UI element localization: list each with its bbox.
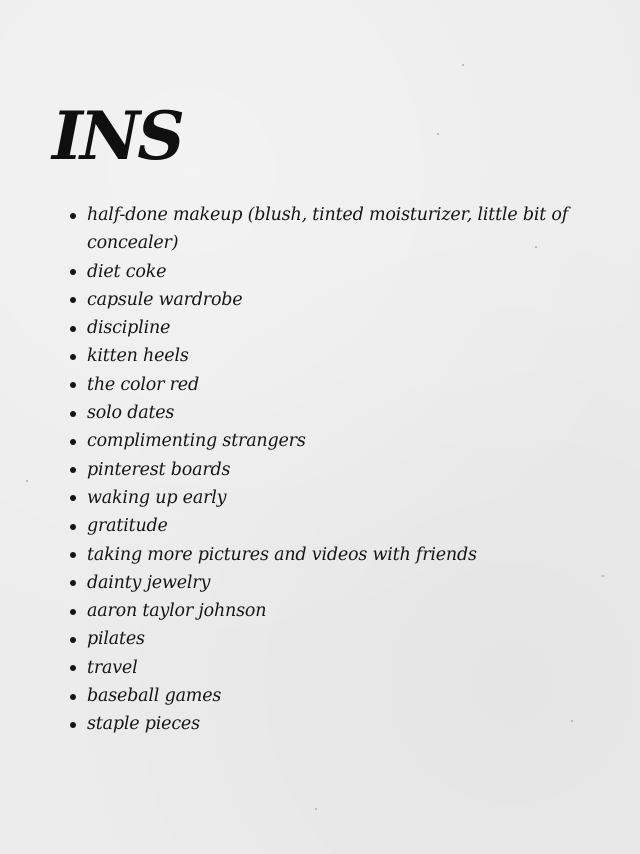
- list-item: capsule wardrobe: [70, 286, 610, 314]
- paper-speck: [315, 808, 317, 810]
- list-item: the color red: [70, 371, 610, 399]
- list-item: discipline: [70, 314, 610, 342]
- paper-speck: [437, 133, 439, 135]
- list-item: taking more pictures and videos with friends: [70, 541, 610, 569]
- list-item: travel: [70, 654, 610, 682]
- list-item: waking up early: [70, 484, 610, 512]
- page-title: INS: [52, 97, 182, 175]
- item-list: [70, 201, 610, 739]
- list-item: pinterest boards: [70, 456, 610, 484]
- list-item: kitten heels: [70, 342, 610, 370]
- list-item: baseball games: [70, 682, 610, 710]
- list-item: gratitude: [70, 512, 610, 540]
- list-item: staple pieces: [70, 710, 610, 738]
- paper-speck: [462, 64, 464, 66]
- list-item: diet coke: [70, 258, 610, 286]
- list-item: solo dates: [70, 399, 610, 427]
- list-item: aaron taylor johnson: [70, 597, 610, 625]
- list-item: dainty jewelry: [70, 569, 610, 597]
- list-item: pilates: [70, 625, 610, 653]
- list-item: half-done makeup (blush, tinted moisturizer, little bit of concealer): [70, 201, 610, 258]
- list-item: complimenting strangers: [70, 427, 610, 455]
- paper-speck: [26, 480, 28, 482]
